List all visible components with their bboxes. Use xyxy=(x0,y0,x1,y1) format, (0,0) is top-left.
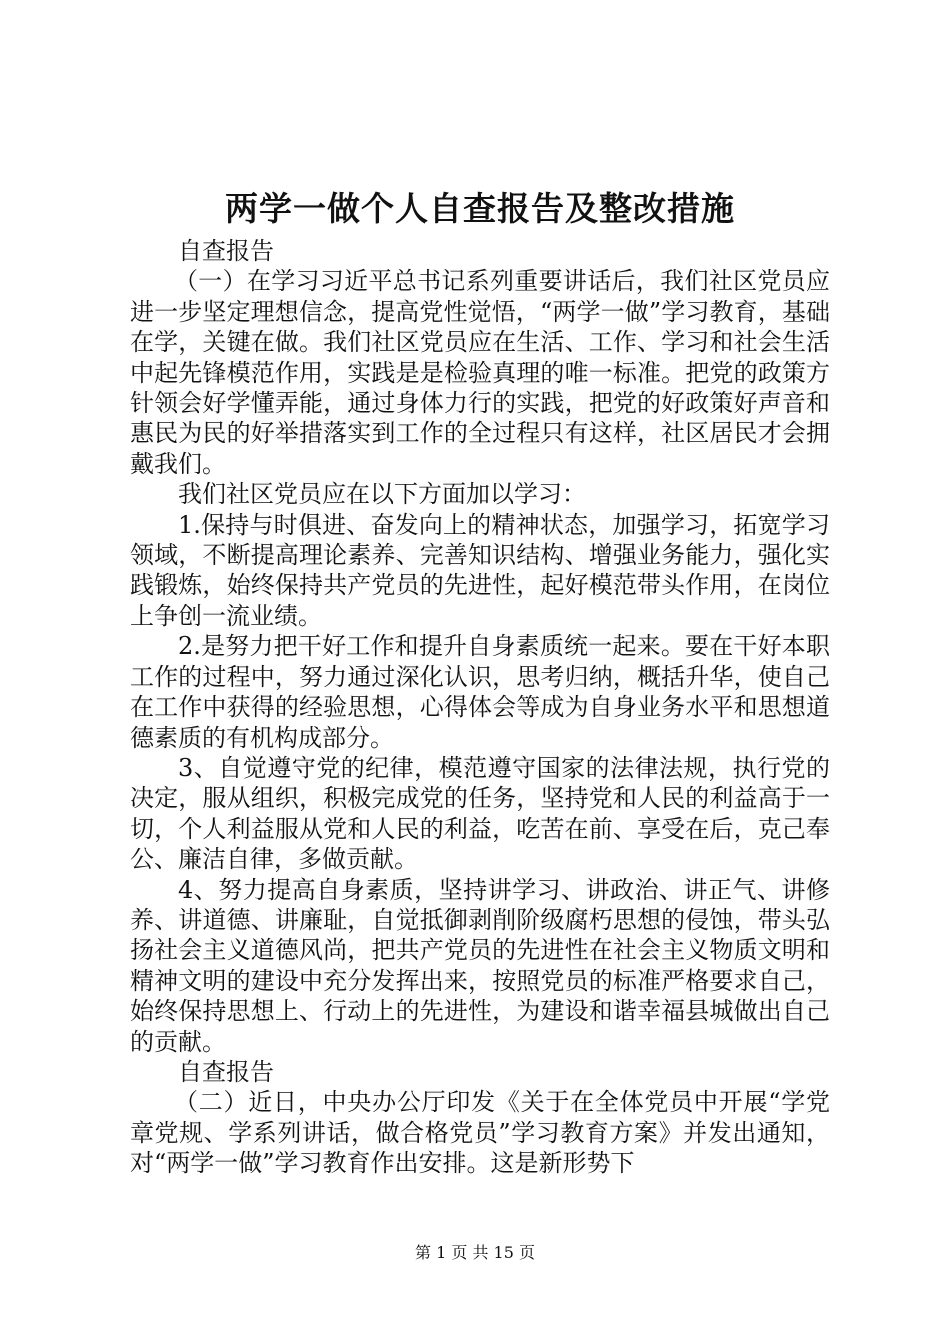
paragraph-3: （二）近日，中央办公厅印发《关于在全体党员中开展“学党章党规、学系列讲话，做合格党员”学习教育方案》并发出通知，对“两学一做”学习教育作出安排。这是新形势下 xyxy=(130,1088,830,1178)
section-heading-2: 自查报告 xyxy=(178,1057,274,1086)
document-title: 两学一做个人自查报告及整改措施 xyxy=(225,189,735,228)
list-item-4: 4、努力提高自身素质，坚持讲学习、讲政治、讲正气、讲修养、讲道德、讲廉耻，自觉抵御剥削阶级腐朽思想的侵蚀，带头弘扬社会主义道德风尚，把共产党员的先进性在社会主义物质文明和精神文明的建设中充分发挥出来，按照党员的标准严格要求自己，始终保持思想上、行动上的先进性，为建设和谐幸福县城做出自己的贡献。 xyxy=(130,875,830,1056)
paragraph-1: （一）在学习习近平总书记系列重要讲话后，我们社区党员应进一步坚定理想信念，提高党性觉悟，“两学一做”学习教育，基础在学，关键在做。我们社区党员应在生活、工作、学习和社会生活中起先锋模范作用，实践是是检验真理的唯一标准。把党的政策方针领会好学懂弄能，通过身体力行的实践，把党的好政策好声音和惠民为民的好举措落实到工作的全过程只有这样，社区居民才会拥戴我们。 xyxy=(130,267,830,478)
list-item-3: 3、自觉遵守党的纪律，模范遵守国家的法律法规，执行党的决定，服从组织，积极完成党的任务，坚持党和人民的利益高于一切，个人利益服从党和人民的利益，吃苦在前、享受在后，克己奉公、廉洁自律，多做贡献。 xyxy=(130,753,830,874)
paragraph-2: 我们社区党员应在以下方面加以学习： xyxy=(178,480,586,509)
list-item-2: 2.是努力把干好工作和提升自身素质统一起来。要在干好本职工作的过程中，努力通过深化认识，思考归纳，概括升华，使自己在工作中获得的经验思想，心得体会等成为自身业务水平和思想道德素质的有机构成部分。 xyxy=(130,632,830,752)
section-heading-1: 自查报告 xyxy=(178,237,274,265)
list-item-1: 1.保持与时俱进、奋发向上的精神状态，加强学习，拓宽学习领域，不断提高理论素养、完善知识结构、增强业务能力，强化实践锻炼，始终保持共产党员的先进性，起好模范带头作用，在岗位上争创一流业绩。 xyxy=(130,510,830,630)
page-footer: 第 1 页 共 15 页 xyxy=(415,1243,535,1262)
document-body xyxy=(130,236,830,1179)
